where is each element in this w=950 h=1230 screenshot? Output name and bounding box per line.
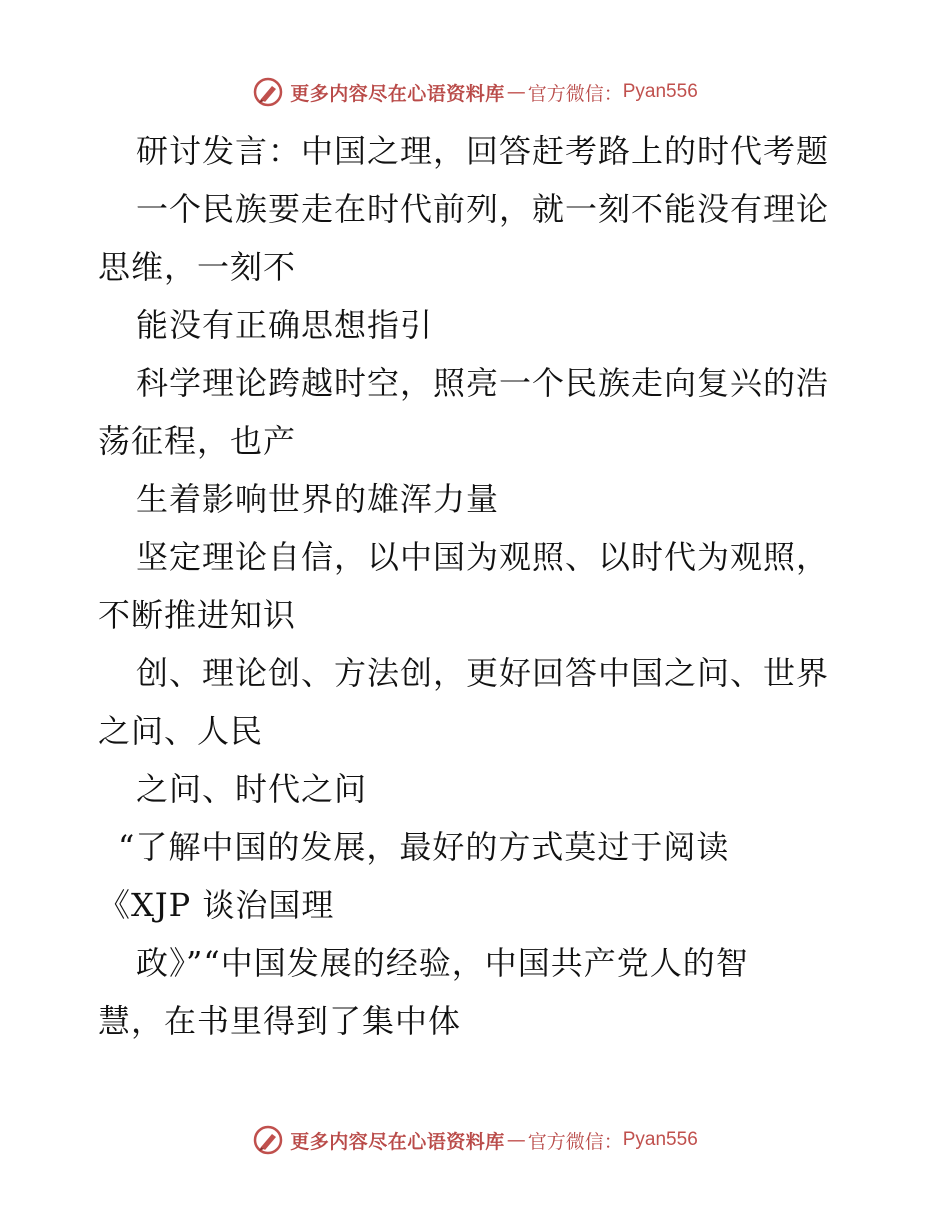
text-line: “了解中国的发展，最好的方式莫过于阅读 (118, 828, 730, 866)
banner-label: 官方微信： (527, 1130, 623, 1153)
text-line: 创、理论创、方法创，更好回答中国之问、世界 (136, 654, 830, 692)
text-line: 《XJP 谈治国理 (98, 886, 335, 924)
text-line: 慧，在书里得到了集中体 (98, 1002, 462, 1040)
text-line: 生着影响世界的雄浑力量 (136, 480, 500, 518)
banner-brand: 更多内容尽在心语资料库 (290, 1130, 505, 1153)
text-line: 之问、时代之问 (136, 770, 368, 808)
text-line: 之问、人民 (98, 712, 264, 750)
banner-account: Pyan556 (622, 1129, 698, 1150)
text-line: 思维，一刻不 (98, 248, 297, 286)
text-line: 荡征程，也产 (98, 422, 297, 460)
text-line: 政》”“中国发展的经验，中国共产党人的智 (136, 944, 749, 982)
document-body (98, 122, 858, 1050)
banner-separator: — (506, 81, 526, 103)
document-title: 研讨发言：中国之理，回答赶考路上的时代考题 (136, 132, 830, 170)
header-banner (0, 72, 950, 112)
footer-banner (0, 1120, 950, 1160)
pen-logo-icon (252, 76, 284, 108)
text-line: 不断推进知识 (98, 596, 297, 634)
banner-separator: — (506, 1129, 526, 1151)
pen-logo-icon (252, 1124, 284, 1156)
banner-brand: 更多内容尽在心语资料库 (290, 82, 505, 105)
text-line: 一个民族要走在时代前列，就一刻不能没有理论 (136, 190, 830, 228)
text-line: 科学理论跨越时空，照亮一个民族走向复兴的浩 (136, 364, 830, 402)
banner-account: Pyan556 (622, 81, 698, 102)
text-line: 坚定理论自信，以中国为观照、以时代为观照， (136, 538, 830, 576)
banner-label: 官方微信： (527, 82, 623, 105)
text-line: 能没有正确思想指引 (136, 306, 434, 344)
